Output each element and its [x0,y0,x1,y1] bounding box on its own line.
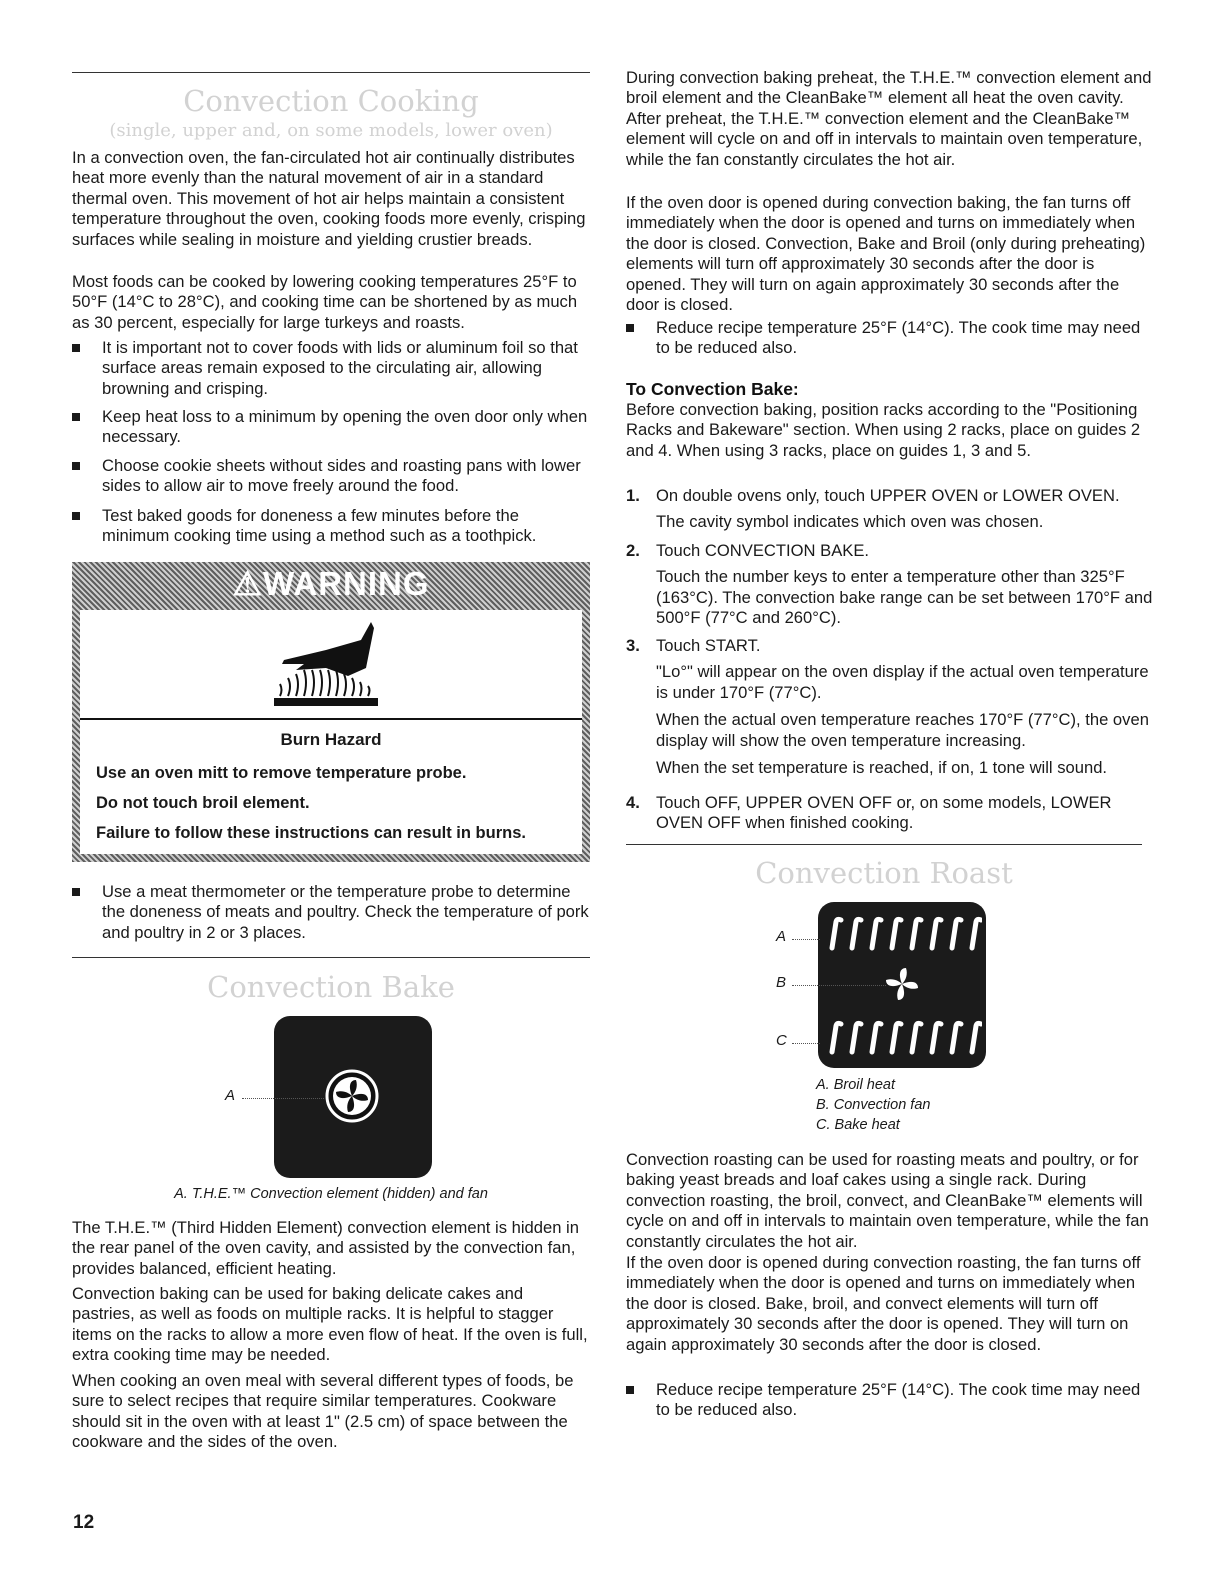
bake-text: When cooking an oven meal with several different types of foods, be sure to select recipes that require similar temperatures. Cookware should sit in the oven with at least 1" (2.5 cm) of space between the cookware and the sides of the oven. [72,1371,574,1452]
convection-fan-icon [324,1068,380,1124]
step-number: 2. [626,541,640,560]
roast-text: Convection roasting can be used for roasting meats and poultry, or for baking yeast breads and loaf cakes using a single rack. During convection roasting, the broil, convect, and CleanBake™ elements will cycle on and off in intervals to maintain oven temperature, while the fan constantly circulates the hot air. [626,1150,1149,1251]
bullet-icon [72,462,80,470]
bake-heat-icon [822,1018,982,1058]
step-number: 3. [626,636,640,655]
roast-caption: C. Bake heat [816,1117,900,1133]
step-number: 1. [626,486,640,505]
bullet-text: Keep heat loss to a minimum by opening the oven door only when necessary. [102,407,588,447]
step-text: Touch CONVECTION BAKE. [656,541,870,560]
bullet-item [626,318,1156,359]
section-title-convection-roast: Convection Roast [755,856,1013,890]
warning-content [80,610,582,854]
door-open-paragraph [626,193,1156,315]
convection-fan-icon [882,964,922,1004]
top-rule-left [72,72,590,73]
roast-door-paragraph [626,1253,1156,1355]
bake-diagram-caption: A. T.H.E.™ Convection element (hidden) and fan [174,1186,488,1202]
bake-paragraph [72,1284,590,1366]
step-number: 4. [626,793,640,812]
bullet-item [72,882,590,943]
rack-paragraph [626,400,1156,461]
diagram-label-a: A [776,928,787,945]
step-subtext: When the actual oven temperature reaches 170°F (77°C), the oven display will show the oven temperature increasing. [656,710,1149,750]
step-item [626,636,1156,778]
bullet-icon [626,324,634,332]
step-subtext: "Lo°" will appear on the oven display if the actual oven temperature is under 170°F (77°C). [656,662,1149,702]
step-text: On double ovens only, touch UPPER OVEN or LOWER OVEN. [656,486,1120,505]
bullet-text: Choose cookie sheets without sides and roasting pans with lower sides to allow air to move freely around the food. [102,456,581,496]
roast-caption: A. Broil heat [816,1077,895,1093]
temperature-text: Most foods can be cooked by lowering cooking temperatures 25°F to 50°F (14°C to 28°C), and cooking time can be shortened by as much as 30 percent, especially for large turkeys and roasts. [72,272,578,332]
step-text: Touch OFF, UPPER OVEN OFF or, on some models, LOWER OVEN OFF when finished cooking. [656,793,1112,833]
bullet-text: Reduce recipe temperature 25°F (14°C). The cook time may need to be reduced also. [656,1380,1141,1420]
section-title-convection-bake: Convection Bake [207,970,455,1004]
step-subtext: The cavity symbol indicates which oven was chosen. [656,512,1044,532]
bullet-icon [72,344,80,352]
preheat-text: During convection baking preheat, the T.H.E.™ convection element and broil element and the CleanBake™ element all heat the oven cavity. After preheat, the T.H.E.™ convection element and the CleanBake™ element will cycle on and off in intervals to maintain oven temperature, while the fan constantly circulates the hot air. [626,68,1152,169]
roast-paragraph [626,1150,1156,1252]
temperature-paragraph [72,272,590,333]
warning-box [72,562,590,862]
roast-door-text: If the oven door is opened during convection roasting, the fan turns off immediately when the door is opened and turns on immediately when the door is closed. Bake, broil, and convect elements will turn off approximately 30 seconds after the door is opened. They will turn on again approximately 30 seconds after the door is closed. [626,1253,1141,1354]
burn-hazard-heading: Burn Hazard [280,730,382,749]
bullet-text: Use a meat thermometer or the temperature probe to determine the doneness of meats and poultry. Check the temperature of pork and poultry in 2 or 3 places. [102,882,589,942]
warning-line: Do not touch broil element. [96,794,310,812]
broil-heat-icon [822,914,982,954]
bullet-item [72,506,590,547]
bullet-icon [72,888,80,896]
bullet-item [72,456,590,497]
leader-line [792,1043,820,1044]
hot-surface-hand-icon [266,618,396,708]
warning-line: Use an oven mitt to remove temperature probe. [96,764,467,782]
warning-title-text: WARNING [263,565,430,602]
intro-text: In a convection oven, the fan-circulated hot air continually distributes heat more evenly than the natural movement of air in a standard thermal oven. This movement of hot air helps maintain a consistent temperature throughout the oven, cooking foods more evenly, crisping surfaces while sealing in moisture and yielding crustier breads. [72,148,586,249]
bullet-text: Test baked goods for doneness a few minutes before the minimum cooking time using a method such as a toothpick. [102,506,537,546]
page-number: 12 [73,1512,95,1533]
diagram-label-b: B [776,974,787,991]
section-rule [626,844,1142,845]
bake-paragraph [72,1218,590,1279]
leader-line [792,939,820,940]
step-item [626,793,1156,834]
preheat-paragraph [626,68,1156,170]
bullet-item [626,1380,1156,1421]
bake-text: The T.H.E.™ (Third Hidden Element) convection element is hidden in the rear panel of the oven cavity, and assisted by the convection fan, provides balanced, efficient heating. [72,1218,579,1278]
bullet-text: Reduce recipe temperature 25°F (14°C). The cook time may need to be reduced also. [656,318,1141,358]
section-title-convection-cooking: Convection Cooking [183,84,479,118]
bullet-item [72,407,590,448]
intro-paragraph [72,148,590,250]
bake-text: Convection baking can be used for baking delicate cakes and pastries, as well as foods on multiple racks. It is helpful to stagger items on the racks to allow a more even flow of heat. If the oven is full, extra cooking time may be needed. [72,1284,588,1365]
warning-divider [80,718,582,720]
bullet-icon [626,1386,634,1394]
step-subtext: When the set temperature is reached, if on, 1 tone will sound. [656,758,1108,778]
to-convection-bake-heading: To Convection Bake: [626,379,799,399]
step-subtext: Touch the number keys to enter a temperature other than 325°F (163°C). The convection bake range can be set between 170°F and 500°F (77°C and 260°C). [656,567,1153,628]
section-subtitle: (single, upper and, on some models, lower oven) [109,120,553,141]
bake-paragraph [72,1371,590,1453]
bullet-text: It is important not to cover foods with lids or aluminum foil so that surface areas remain exposed to the circulating air, allowing browning and crisping. [102,338,578,398]
convection-roast-diagram [818,902,988,1070]
warning-triangle-icon: ⚠ [232,565,264,602]
warning-title [72,562,590,606]
diagram-label-c: C [776,1032,787,1049]
bullet-icon [72,512,80,520]
bullet-icon [72,413,80,421]
roast-caption: B. Convection fan [816,1097,931,1113]
step-item [626,486,1156,533]
section-rule [72,957,590,958]
bullet-item [72,338,590,399]
warning-line: Failure to follow these instructions can result in burns. [96,824,526,842]
step-item [626,541,1156,629]
door-open-text: If the oven door is opened during convection baking, the fan turns off immediately when the door is opened and turns on immediately when the door is closed. Convection, Bake and Broil (only during preheating) elements will turn off approximately 30 seconds after the door is opened. They will turn on again approximately 30 seconds after the door is closed. [626,193,1146,315]
step-text: Touch START. [656,636,761,655]
leader-line [792,985,886,986]
diagram-label-a: A [225,1087,236,1104]
leader-line [242,1098,324,1099]
rack-text: Before convection baking, position racks according to the "Positioning Racks and Bakeware" section. When using 2 racks, place on guides 2 and 4. When using 3 racks, place on guides 1, 3 and 5. [626,400,1141,460]
